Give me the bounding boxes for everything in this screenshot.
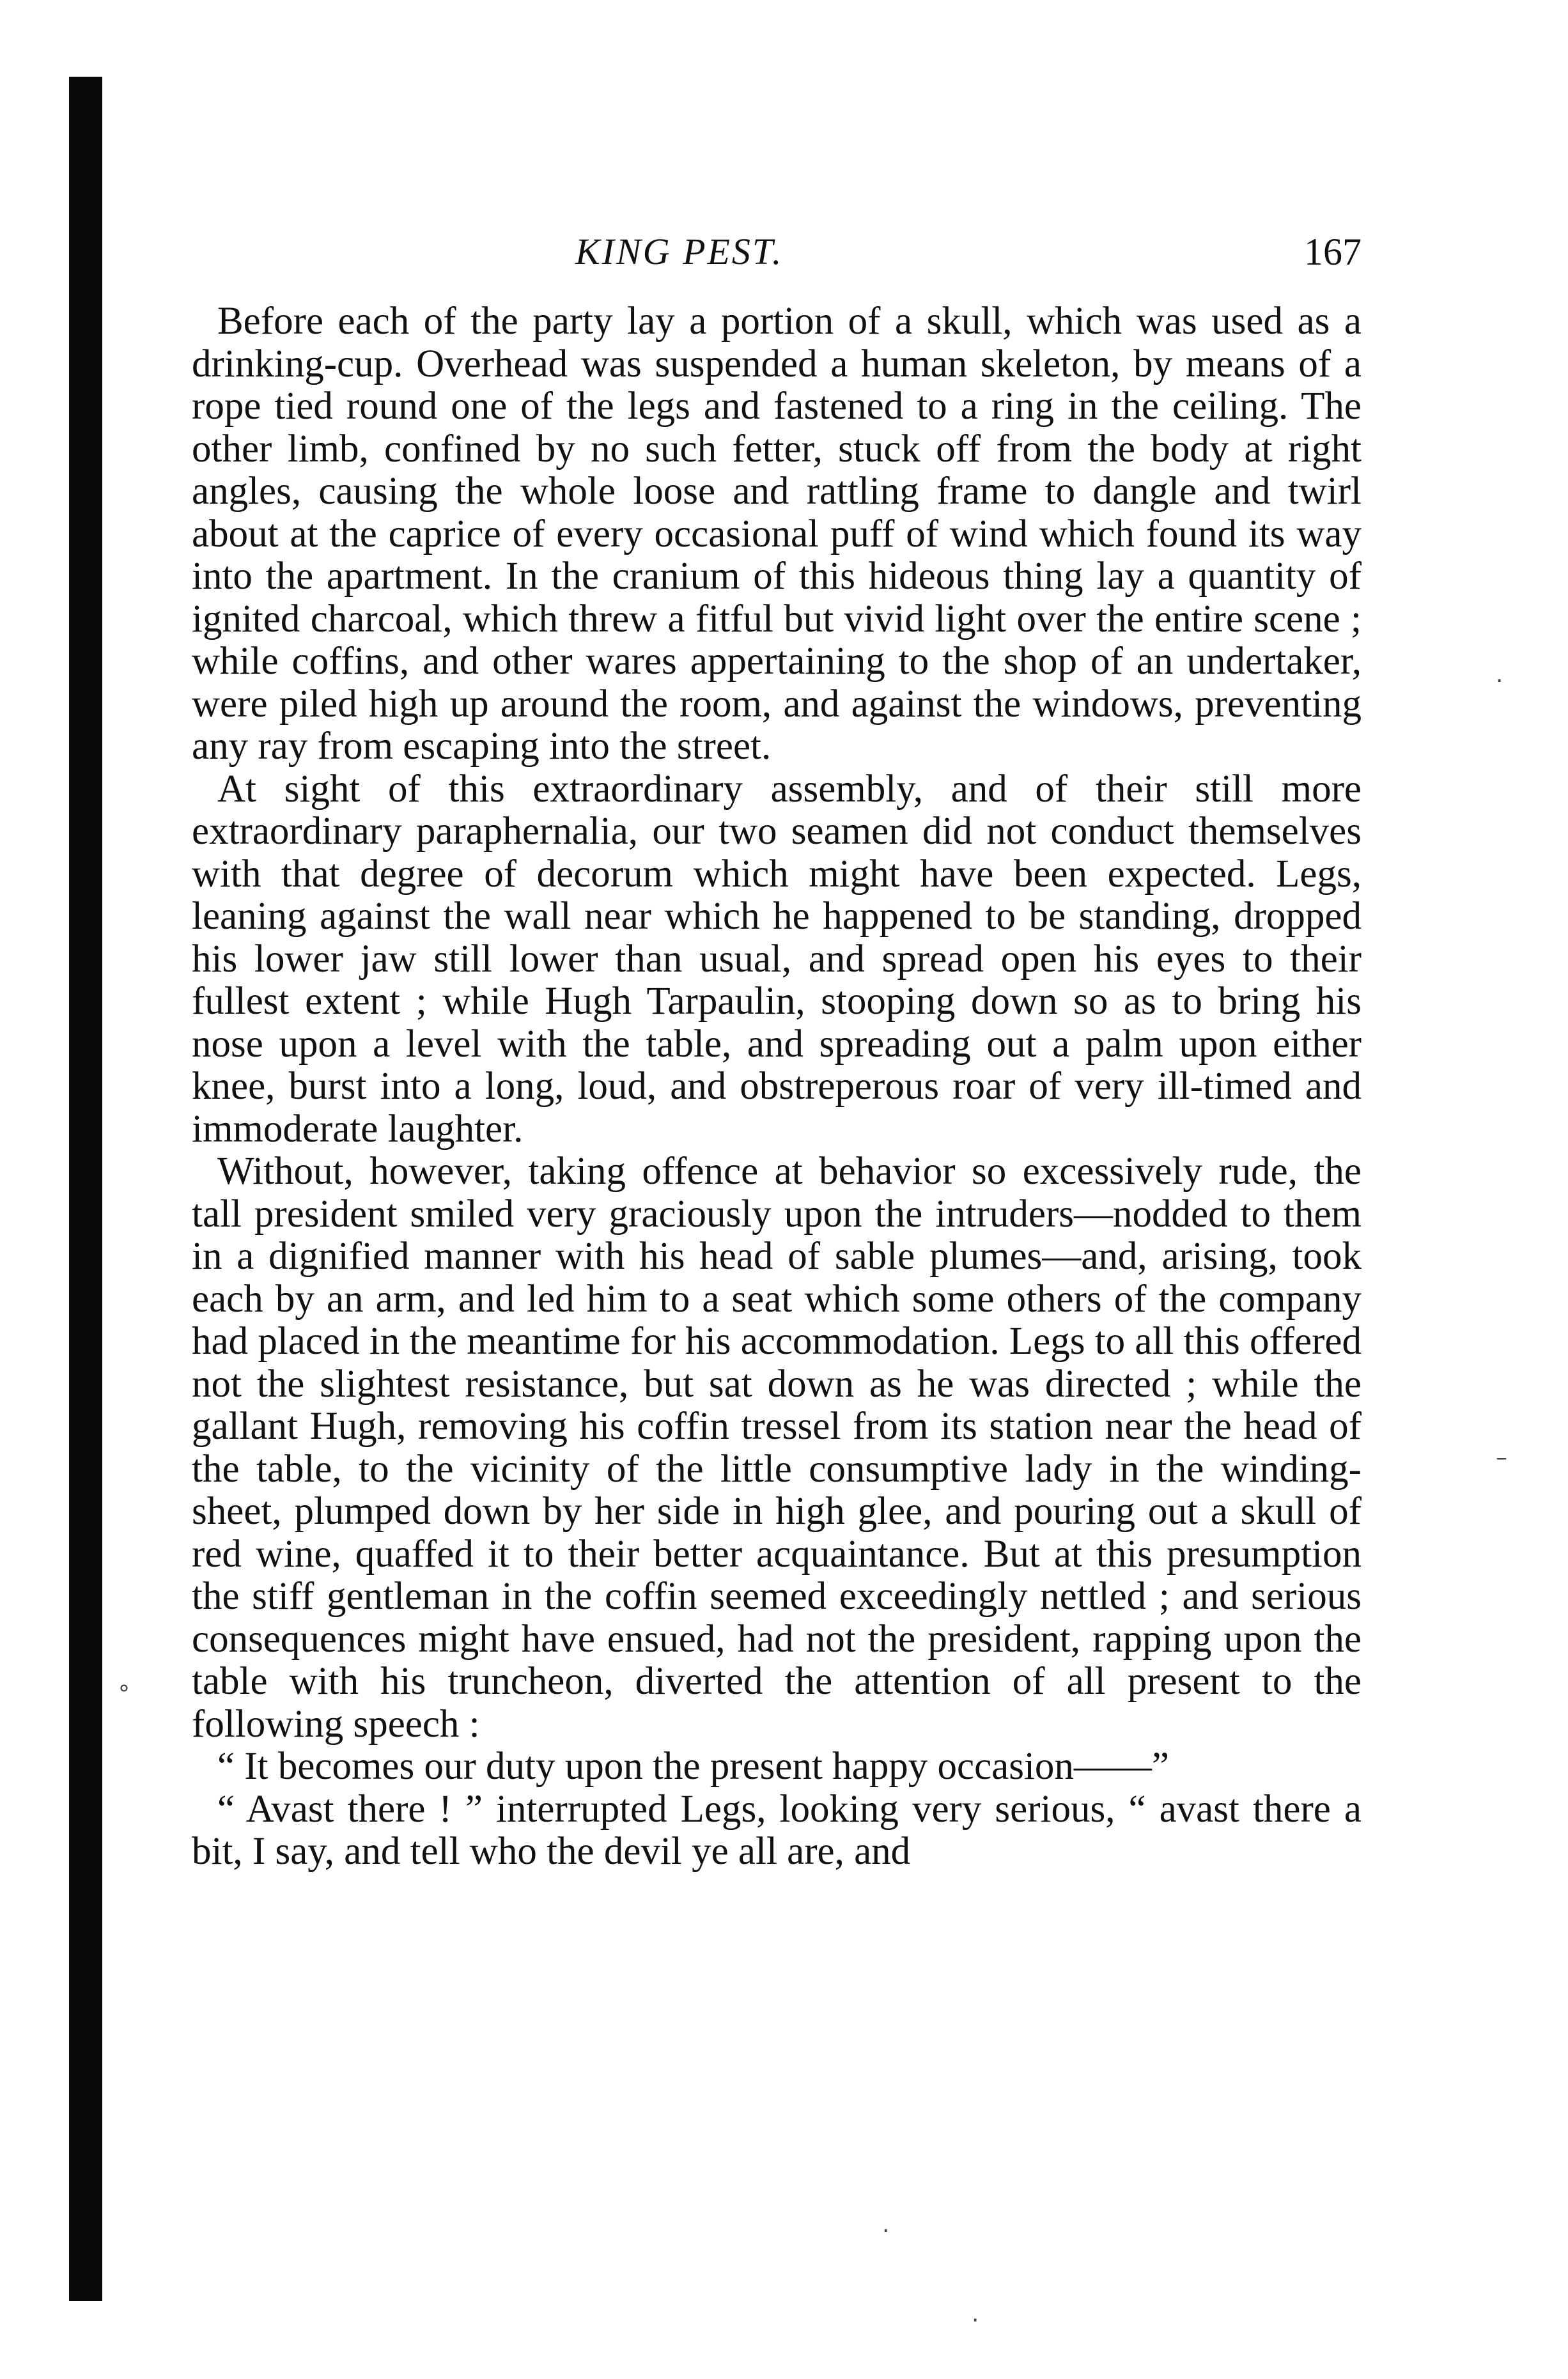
paragraph-2: At sight of this extraordinary assembly, and of their still more extraordinary paraphernalia, our two seamen did not conduct themselves with that degree of decorum which might have been expected. Legs, leaning against the wall near which he happened to be standing, dropped his lower jaw still lower than usual, and spread open his eyes to their fullest extent ; while Hugh Tarpaulin, stooping down so as to bring his nose upon a level with the table, and spreading out a palm upon either knee, burst into a long, loud, and obstreperous roar of very ill-timed and immoderate laughter. — [192, 767, 1362, 1151]
paragraph-5: “ Avast there ! ” interrupted Legs, looking very serious, “ avast there a bit, I say, and tell who the devil ye all are, and — [192, 1787, 1362, 1873]
margin-speck: · — [1496, 668, 1503, 694]
margin-speck: – — [1496, 1445, 1507, 1471]
margin-speck: · — [972, 2307, 979, 2334]
running-title: KING PEST. — [575, 231, 784, 272]
margin-speck: ° — [118, 1681, 130, 1707]
paragraph-1: Before each of the party lay a portion of a skull, which was used as a drinking-cup. Overhead was suspended a human skeleton, by means of a rope tied round one of the legs and fastened to a ring in the ceiling. The other limb, confined by no such fetter, stuck off from the body at right angles, causing the whole loose and rattling frame to dangle and twirl about at the caprice of every occasional puff of wind which found its way into the apartment. In the cranium of this hideous thing lay a quantity of ignited charcoal, which threw a fitful but vivid light over the entire scene ; while coffins, and other wares appertaining to the shop of an undertaker, were piled high up around the room, and against the windows, preventing any ray from escaping into the street. — [192, 300, 1362, 768]
margin-speck: · — [882, 2218, 890, 2244]
book-page — [192, 230, 1362, 1873]
paragraph-3: Without, however, taking offence at behavior so excessively rude, the tall president smiled very graciously upon the intruders—nodded to them in a dignified manner with his head of sable plumes—and, arising, took each by an arm, and led him to a seat which some others of the company had placed in the meantime for his accommodation. Legs to all this offered not the slightest resistance, but sat down as he was directed ; while the gallant Hugh, removing his coffin tressel from its station near the head of the table, to the vicinity of the little consumptive lady in the winding-sheet, plumped down by her side in high glee, and pouring out a skull of red wine, quaffed it to their better acquaintance. But at this presumption the stiff gentleman in the coffin seemed exceedingly nettled ; and serious consequences might have ensued, had not the president, rapping upon the table with his truncheon, diverted the attention of all present to the following speech : — [192, 1150, 1362, 1746]
binding-edge — [69, 77, 102, 2301]
paragraph-4: “ It becomes our duty upon the present happy occasion——” — [217, 1745, 1169, 1788]
page-number: 167 — [1304, 231, 1362, 273]
body-text — [192, 300, 1362, 1873]
running-head — [192, 230, 1362, 300]
